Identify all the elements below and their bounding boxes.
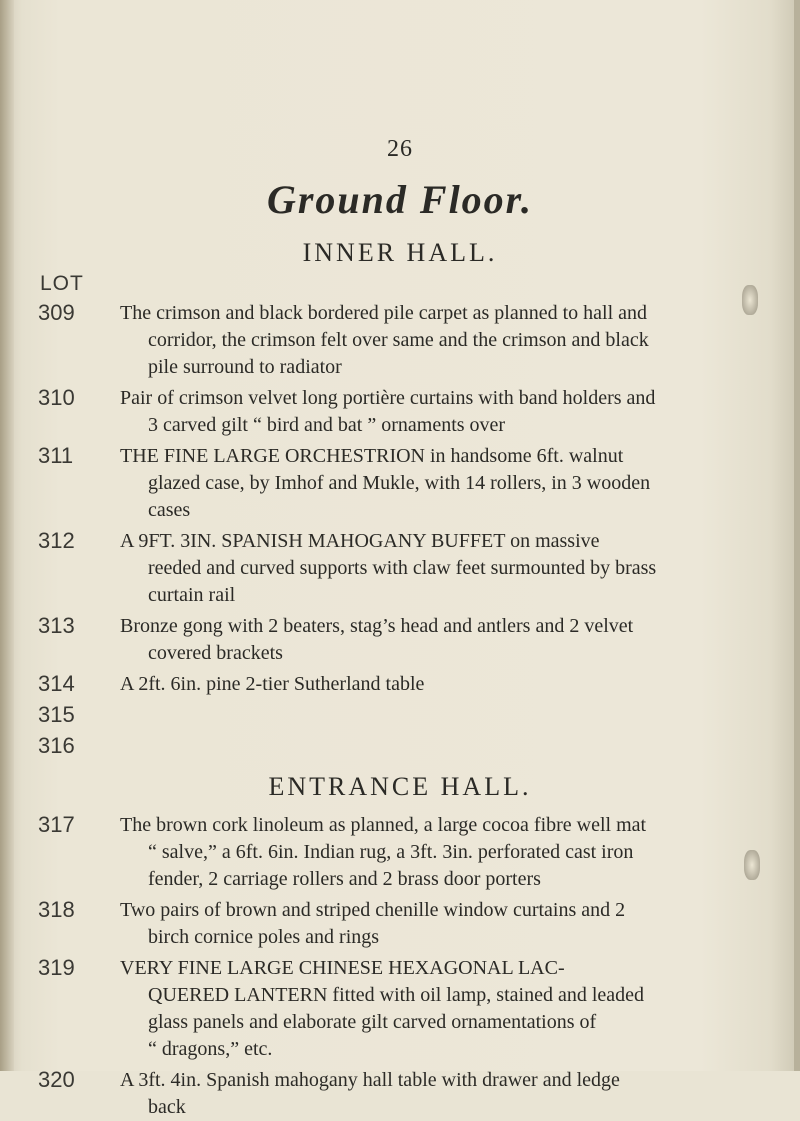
lot-description-line: glazed case, by Imhof and Mukle, with 14 rollers, in 3 wooden	[148, 472, 651, 494]
page-number: 26	[387, 136, 413, 162]
lot-description-line: back	[148, 1096, 186, 1118]
lot-description	[120, 955, 720, 1063]
lot-description	[120, 443, 720, 524]
lot-number: 310	[38, 385, 75, 410]
lot-description	[120, 897, 720, 951]
lot-description	[120, 613, 720, 667]
lot-description-line: covered brackets	[148, 642, 283, 664]
lot-description-line: The crimson and black bordered pile carpet as planned to hall and	[120, 302, 648, 324]
lot-description-line: QUERED LANTERN fitted with oil lamp, stained and leaded	[148, 984, 645, 1006]
lot-description-line: Pair of crimson velvet long portière curtains with band holders and	[120, 387, 656, 409]
lot-description-line: fender, 2 carriage rollers and 2 brass door porters	[148, 868, 541, 890]
lot-description-line: “ salve,” a 6ft. 6in. Indian rug, a 3ft. 3in. perforated cast iron	[148, 841, 634, 863]
lot-number: 312	[38, 528, 75, 553]
lot-description-line: curtain rail	[148, 584, 236, 606]
lot-description	[120, 385, 720, 439]
lot-description	[120, 812, 720, 893]
lot-column-label: LOT	[40, 272, 84, 295]
lot-number: 316	[38, 733, 75, 758]
paper-stain	[744, 850, 760, 880]
lot-description-line: A 9FT. 3IN. SPANISH MAHOGANY BUFFET on massive	[120, 530, 600, 552]
lot-description-line: reeded and curved supports with claw feet surmounted by brass	[148, 557, 657, 579]
lot-description-line: corridor, the crimson felt over same and the crimson and black	[148, 329, 649, 351]
lot-description	[120, 1067, 720, 1121]
paper-stain	[742, 285, 758, 315]
lot-number: 315	[38, 702, 75, 727]
lot-description-line: THE FINE LARGE ORCHESTRION in handsome 6ft. walnut	[120, 445, 624, 467]
lot-number: 314	[38, 671, 75, 696]
section-heading-entrance-hall: ENTRANCE HALL.	[268, 772, 532, 801]
lot-description-line: A 3ft. 4in. Spanish mahogany hall table with drawer and ledge	[120, 1069, 620, 1091]
lot-description-line: cases	[148, 499, 191, 521]
section-heading-inner-hall: INNER HALL.	[302, 238, 498, 267]
lot-number: 313	[38, 613, 75, 638]
lot-number: 320	[38, 1067, 75, 1092]
lot-description-line: Two pairs of brown and striped chenille window curtains and 2	[120, 899, 626, 921]
lot-description-line: VERY FINE LARGE CHINESE HEXAGONAL LAC-	[120, 957, 565, 979]
lot-number: 318	[38, 897, 75, 922]
floor-title: Ground Floor.	[266, 177, 534, 222]
lot-description-line: “ dragons,” etc.	[148, 1038, 273, 1060]
lot-description	[120, 528, 720, 609]
lot-description-line: The brown cork linoleum as planned, a large cocoa fibre well mat	[120, 814, 647, 836]
lot-description	[120, 300, 720, 381]
lot-description-line: 3 carved gilt “ bird and bat ” ornaments over	[148, 414, 506, 436]
lot-description-line: Bronze gong with 2 beaters, stag’s head and antlers and 2 velvet	[120, 615, 634, 637]
lot-description-line: pile surround to radiator	[148, 356, 342, 378]
lot-description-line: birch cornice poles and rings	[148, 926, 380, 948]
lot-number: 311	[38, 443, 74, 468]
lot-number: 319	[38, 955, 75, 980]
lot-number: 317	[38, 812, 75, 837]
lot-description-line: A 2ft. 6in. pine 2-tier Sutherland table	[120, 673, 425, 695]
lot-description	[120, 671, 720, 698]
lot-number: 309	[38, 300, 75, 325]
lot-description-line: glass panels and elaborate gilt carved ornamentations of	[148, 1011, 597, 1033]
